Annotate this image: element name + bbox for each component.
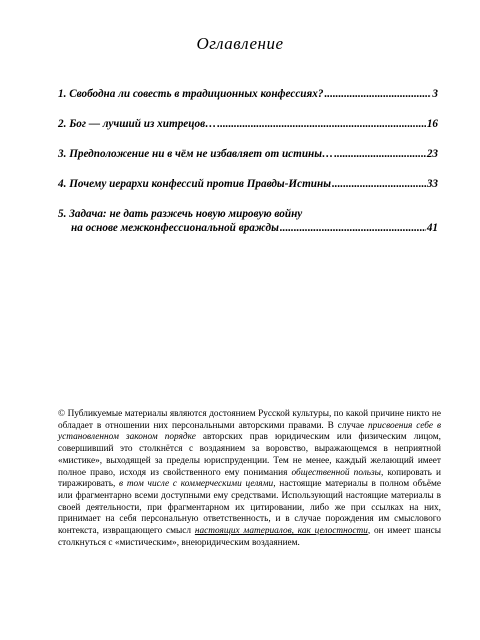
toc-leader-dots [217, 118, 426, 132]
toc-leader-dots [324, 88, 431, 102]
toc-page-number: 23 [426, 148, 438, 160]
page-title: Оглавление [196, 34, 284, 53]
table-of-contents [58, 88, 438, 252]
notice-emphasis: общественной пользы [291, 467, 381, 478]
notice-text: , он имеет шансы столкнуться с «мистическим», внеюридическим воздаянием. [58, 526, 441, 548]
toc-entry-title: 4. Почему иерархи конфессий против Правды-Истины [58, 178, 331, 190]
toc-page-number: 33 [426, 178, 438, 190]
toc-entry-title: 1. Свободна ли совесть в традиционных конфессиях? [58, 88, 324, 100]
notice-text: , копировать и тиражировать, [58, 467, 442, 490]
notice-emphasis: присвоения себе в установленном законом порядке [58, 420, 441, 443]
toc-entry-title-line2: на основе межконфессиональной вражды [71, 221, 279, 234]
notice-emphasis: настоящих материалов, как целостности [194, 526, 368, 537]
toc-entry-title: 3. Предположение ни в чём не избавляет от истины… [58, 148, 334, 160]
toc-entry-title-line1: 5. Задача: не дать разжечь новую мировую войну [58, 208, 303, 220]
toc-entry-title: 2. Бог — лучший из хитрецов… [58, 118, 217, 130]
notice-emphasis: в том числе с коммерческими целями [119, 479, 274, 490]
toc-entry-1[interactable] [58, 88, 438, 102]
toc-leader-dots [280, 222, 426, 236]
notice-text: © Публикуемые материалы являются достоянием Русской культуры, по какой причине никто не обладает в отношении них персональными авторскими правами. В случае [58, 409, 441, 431]
toc-entry-5[interactable] [58, 208, 438, 235]
toc-entry-4[interactable] [58, 178, 438, 192]
toc-page-number: 41 [426, 221, 438, 234]
toc-entry-2[interactable] [58, 118, 438, 132]
toc-leader-dots [332, 178, 426, 192]
copyright-notice [58, 409, 441, 549]
toc-page-number: 16 [426, 118, 438, 130]
notice-text: авторских прав юридическим или физическим лицом, совершивший это столкнётся с воздаянием за воровство, выражающемся в неприятной «мистике», выходящей за пределы юриспруденции. Тем не менее, каждый желающий имеет полное право, исходя из свойственного ему понимания [58, 432, 441, 478]
toc-entry-3[interactable] [58, 148, 438, 162]
notice-text: , настоящие материалы в полном объёме или фрагментарно всеми доступными ему средствами. Использующий настоящие материалы в своей деятельности, при фрагментарном их цитировании, либо же при ссылках на них, принимает на себя персональную ответственность, и в случае порождения им смыслового контекста, извращающего смысл [58, 479, 442, 537]
toc-page-number: 3 [432, 88, 438, 100]
toc-leader-dots [334, 148, 426, 162]
